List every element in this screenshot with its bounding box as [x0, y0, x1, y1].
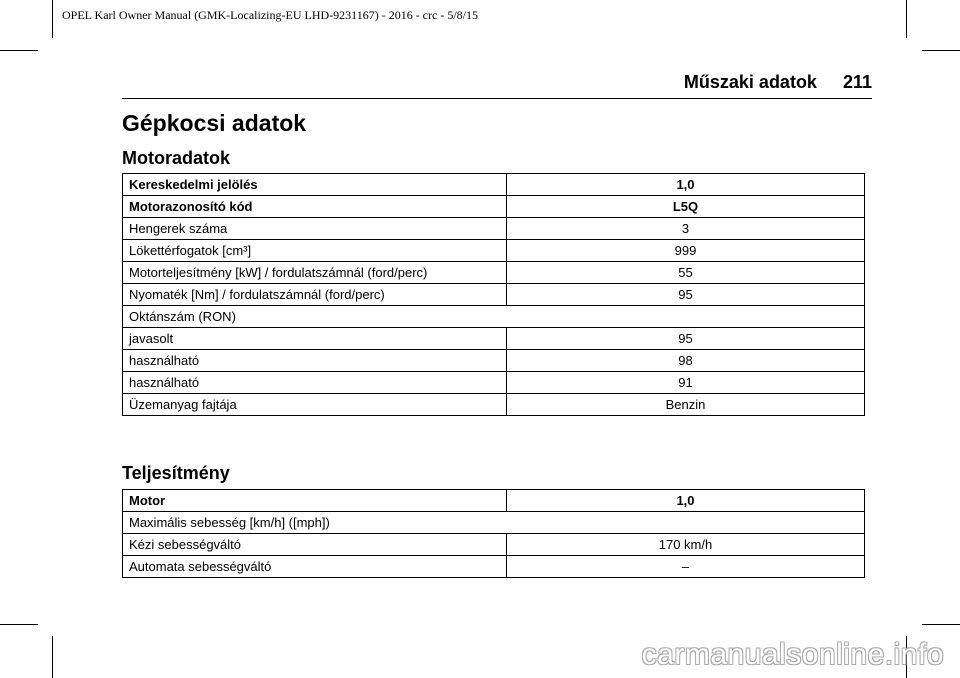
row-value: 95 — [507, 284, 865, 306]
table-row — [123, 196, 865, 218]
running-header — [600, 72, 872, 93]
row-value: 98 — [507, 350, 865, 372]
row-label: Motorteljesítmény [kW] / fordulatszámnál (ford/perc) — [123, 262, 507, 284]
row-value: – — [507, 556, 865, 578]
table-row — [123, 328, 865, 350]
crop-mark — [52, 0, 53, 38]
engine-table — [122, 173, 865, 416]
page-title: Gépkocsi adatok — [122, 110, 307, 136]
row-label: javasolt — [123, 328, 507, 350]
performance-heading: Teljesítmény — [122, 463, 230, 483]
row-label: Oktánszám (RON) — [123, 306, 865, 328]
table-row — [123, 394, 865, 416]
engine-heading: Motoradatok — [122, 148, 230, 168]
crop-mark — [0, 50, 38, 51]
row-value: 3 — [507, 218, 865, 240]
row-label: Lökettérfogatok [cm³] — [123, 240, 507, 262]
row-value: 999 — [507, 240, 865, 262]
row-label: Üzemanyag fajtája — [123, 394, 507, 416]
table-row — [123, 174, 865, 196]
row-value: L5Q — [507, 196, 865, 218]
row-value: 1,0 — [507, 174, 865, 196]
table-row — [123, 306, 865, 328]
row-label: használható — [123, 372, 507, 394]
row-label: Kézi sebességváltó — [123, 534, 507, 556]
document-meta: OPEL Karl Owner Manual (GMK-Localizing-EU LHD-9231167) - 2016 - crc - 5/8/15 — [62, 8, 478, 22]
header-rule — [122, 98, 872, 99]
table-row — [123, 372, 865, 394]
row-label: Nyomaték [Nm] / fordulatszámnál (ford/perc) — [123, 284, 507, 306]
table-row — [123, 350, 865, 372]
table-row — [123, 556, 865, 578]
row-value: 1,0 — [507, 490, 865, 512]
table-row — [123, 512, 865, 534]
row-label: Kereskedelmi jelölés — [123, 174, 507, 196]
row-value: 95 — [507, 328, 865, 350]
table-row — [123, 490, 865, 512]
table-row — [123, 284, 865, 306]
row-label: Maximális sebesség [km/h] ([mph]) — [123, 512, 865, 534]
table-row — [123, 240, 865, 262]
section-name: Műszaki adatok — [683, 72, 817, 92]
row-label: Automata sebességváltó — [123, 556, 507, 578]
row-value: Benzin — [507, 394, 865, 416]
row-label: használható — [123, 350, 507, 372]
table-row — [123, 262, 865, 284]
performance-table — [122, 489, 865, 578]
watermark: carmanualsonline.info — [641, 638, 944, 671]
row-value: 170 km/h — [507, 534, 865, 556]
crop-mark — [922, 50, 960, 51]
table-row — [123, 218, 865, 240]
row-label: Motor — [123, 490, 507, 512]
page-number: 211 — [842, 72, 872, 92]
crop-mark — [906, 0, 907, 38]
row-value: 91 — [507, 372, 865, 394]
row-label: Motorazonosító kód — [123, 196, 507, 218]
row-label: Hengerek száma — [123, 218, 507, 240]
crop-mark — [52, 636, 53, 678]
table-row — [123, 534, 865, 556]
crop-mark — [0, 624, 38, 625]
crop-mark — [922, 624, 960, 625]
row-value: 55 — [507, 262, 865, 284]
